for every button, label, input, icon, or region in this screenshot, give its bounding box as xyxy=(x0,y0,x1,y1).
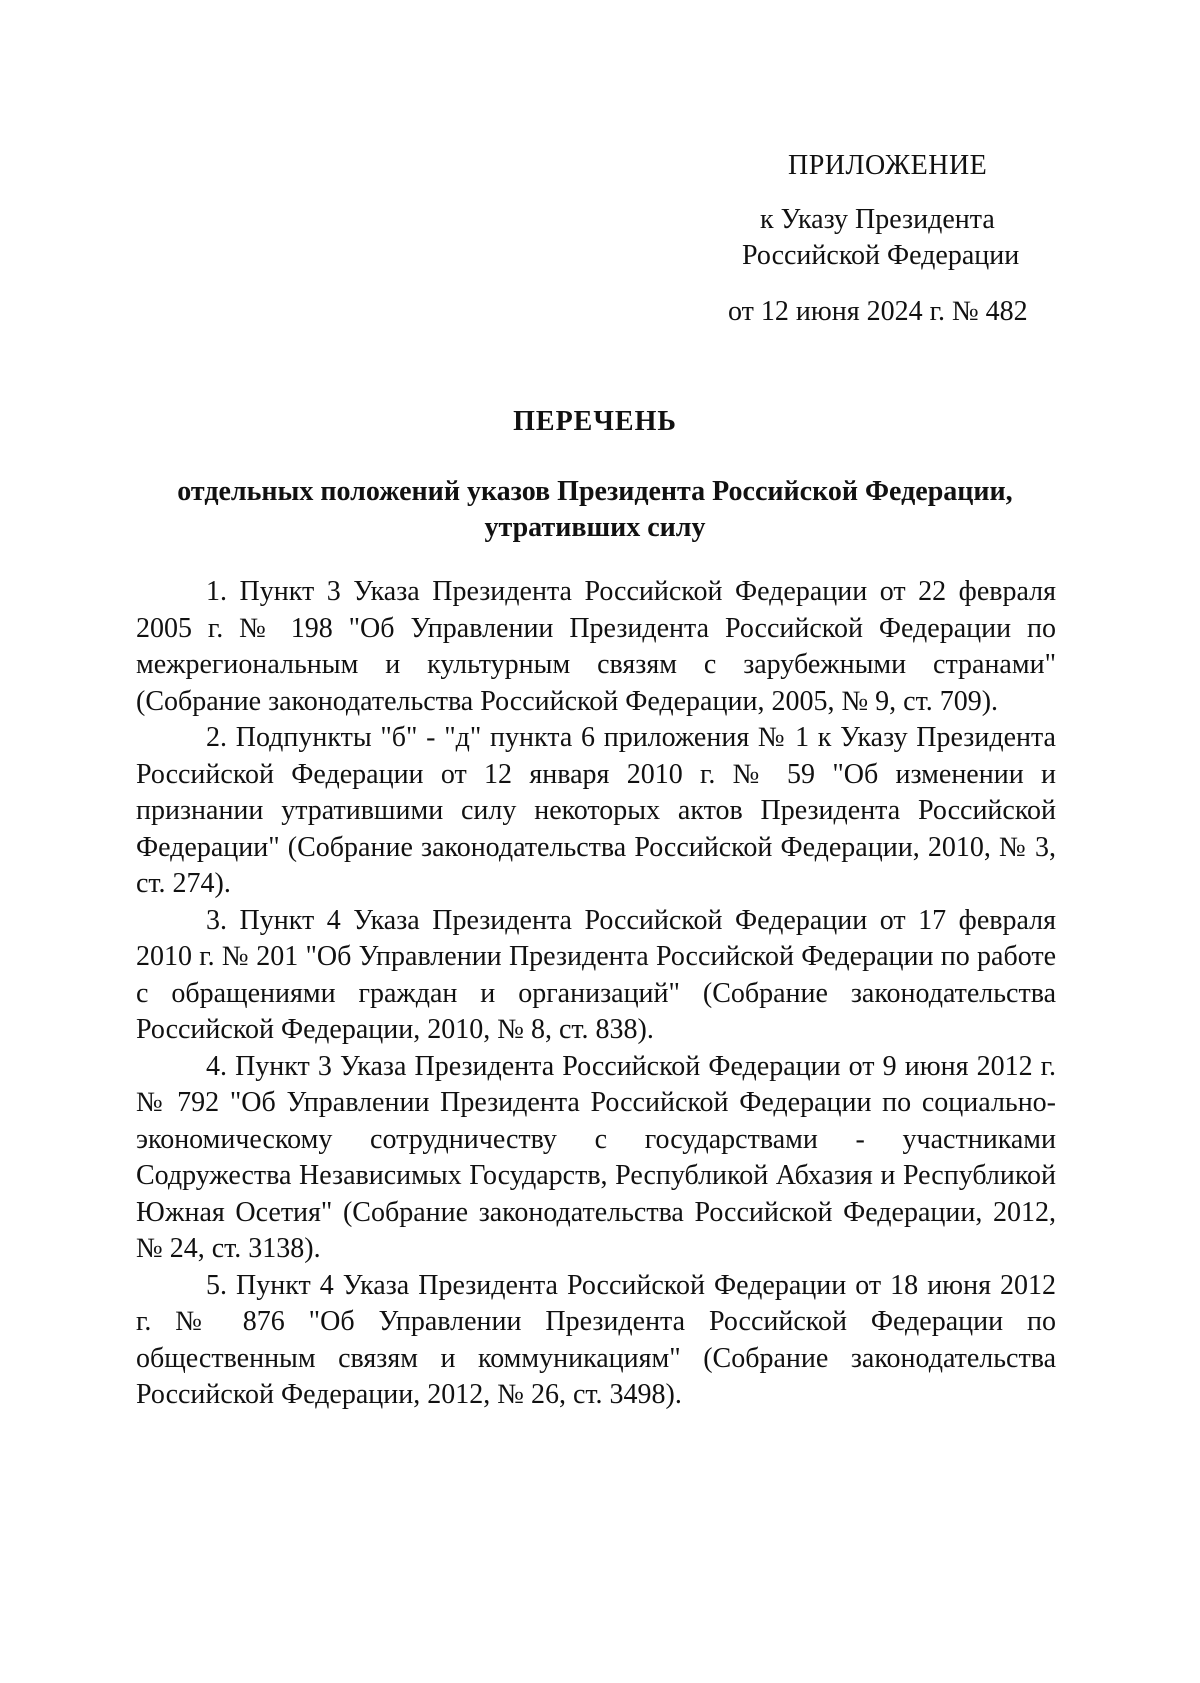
appendix-date-number: от 12 июня 2024 г. № 482 xyxy=(728,296,1028,327)
appendix-reference-line2: Российской Федерации xyxy=(742,240,1020,271)
document-title: ПЕРЕЧЕНЬ xyxy=(513,406,677,437)
list-item-3: 3. Пункт 4 Указа Президента Российской Федерации от 17 февраля 2010 г. № 201 "Об Управлении Президента Российской Федерации по работе с обращениями граждан и организаций" (Собрание законодательства Российской Федерации, 2010, № 8, ст. 838). xyxy=(136,904,1056,1045)
document-subtitle-line2: утративших силу xyxy=(484,512,706,543)
list-item-5: 5. Пункт 4 Указа Президента Российской Федерации от 18 июня 2012 г. № 876 "Об Управлении Президента Российской Федерации по общественным связям и коммуникациям" (Собрание законодательства Российской Федерации, 2012, № 26, ст. 3498). xyxy=(136,1269,1056,1410)
list-item-4: 4. Пункт 3 Указа Президента Российской Федерации от 9 июня 2012 г. № 792 "Об Управлении Президента Российской Федерации по социально-экономическому сотрудничеству с государствами - участниками Содружества Независимых Государств, Республикой Абхазия и Республикой Южная Осетия" (Собрание законодательства Российской Федерации, 2012, № 24, ст. 3138). xyxy=(136,1050,1056,1264)
document-subtitle-line1: отдельных положений указов Президента Российской Федерации, xyxy=(177,476,1013,507)
document-body xyxy=(136,574,1056,1414)
list-item-2: 2. Подпункты "б" - "д" пункта 6 приложения № 1 к Указу Президента Российской Федерации от 12 января 2010 г. № 59 "Об изменении и признании утратившими силу некоторых актов Президента Российской Федерации" (Собрание законодательства Российской Федерации, 2010, № 3, ст. 274). xyxy=(136,722,1056,899)
appendix-reference-line1: к Указу Президента xyxy=(760,204,995,235)
list-item-1: 1. Пункт 3 Указа Президента Российской Федерации от 22 февраля 2005 г. № 198 "Об Управлении Президента Российской Федерации по межрегиональным и культурным связям с зарубежными странами" (Собрание законодательства Российской Федерации, 2005, № 9, ст. 709). xyxy=(136,576,1056,717)
appendix-title: ПРИЛОЖЕНИЕ xyxy=(788,150,988,181)
document-title-block xyxy=(130,404,1060,546)
